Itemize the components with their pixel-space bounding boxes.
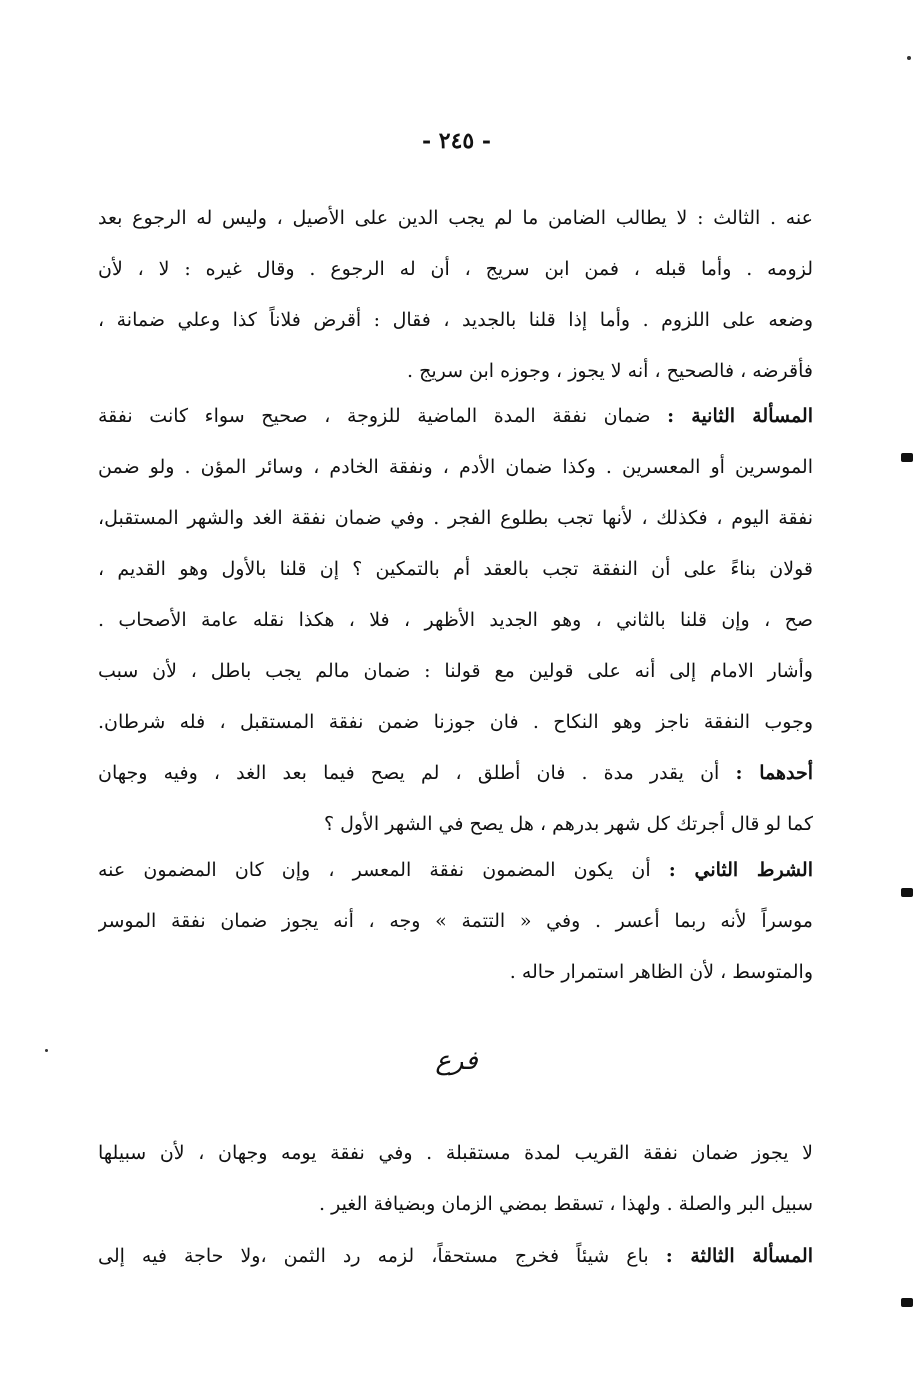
text-line: المسألة الثانية : ضمان نفقة المدة الماضية للزوجة ، صحيح سواء كانت نفقة (98, 405, 813, 427)
text-line: وجوب النفقة ناجز وهو النكاح . فان جوزنا ضمن نفقة المستقبل ، فله شرطان. (98, 711, 813, 733)
paragraph-guarantor-third (98, 193, 813, 397)
text-line: وأشار الامام إلى أنه على قولين مع قولنا : ضمان مالم يجب باطل ، لأن سبب (98, 660, 813, 682)
text-line: لزومه . وأما قبله ، فمن ابن سريج ، أن له الرجوع . وقال غيره : لا ، لأن (98, 258, 813, 280)
margin-mark (901, 1298, 913, 1307)
text-line: والمتوسط ، لأن الظاهر استمرار حاله . (509, 961, 813, 983)
paragraph-third-issue (98, 1231, 813, 1282)
page-number: - ٢٤٥ - (421, 128, 492, 154)
section-heading: فرع (435, 1046, 478, 1076)
paragraph-second-condition (98, 845, 813, 998)
text-line: صح ، وإن قلنا بالثاني ، وهو الجديد الأظهر ، فلا ، هكذا نقله عامة الأصحاب . (98, 609, 813, 631)
text-line: موسراً لأنه ربما أعسر . وفي « التتمة » وجه ، أنه يجوز ضمان نفقة الموسر (98, 910, 813, 932)
paragraph-second-issue (98, 391, 813, 850)
condition-label: أحدهما : (735, 762, 813, 784)
text-line: المسألة الثالثة : باع شيئاً فخرج مستحقاً، لزمه رد الثمن ،ولا حاجة فيه إلى (98, 1245, 813, 1267)
condition-label: الشرط الثاني : (668, 859, 813, 881)
issue-label: المسألة الثانية : (667, 405, 813, 427)
scan-speck (45, 1049, 48, 1052)
issue-label: المسألة الثالثة : (665, 1245, 813, 1267)
paragraph-relative-maintenance (98, 1128, 813, 1230)
text-line: أحدهما : أن يقدر مدة . فان أطلق ، لم يصح فيما بعد الغد ، وفيه وجهان (98, 762, 813, 784)
text-line: كما لو قال أجرتك كل شهر بدرهم ، هل يصح في الشهر الأول ؟ (323, 813, 813, 835)
text-line: وضعه على اللزوم . وأما إذا قلنا بالجديد ، فقال : أقرض فلاناً كذا وعلي ضمانة ، (98, 309, 813, 331)
margin-mark (901, 453, 913, 462)
text-line: فأقرضه ، فالصحيح ، أنه لا يجوز ، وجوزه ابن سريج . (406, 360, 813, 382)
margin-mark (901, 888, 913, 897)
text-line: قولان بناءً على أن النفقة تجب بالعقد أم بالتمكين ؟ إن قلنا بالأول وهو القديم ، (98, 558, 813, 580)
text-line: لا يجوز ضمان نفقة القريب لمدة مستقبلة . وفي نفقة يومه وجهان ، لأن سبيلها (98, 1142, 813, 1164)
text-line: سبيل البر والصلة . ولهذا ، تسقط بمضي الزمان وبضيافة الغير . (319, 1193, 813, 1215)
text-line: عنه . الثالث : لا يطالب الضامن ما لم يجب الدين على الأصيل ، وليس له الرجوع بعد (98, 207, 813, 229)
text-line: الشرط الثاني : أن يكون المضمون نفقة المعسر ، وإن كان المضمون عنه (98, 859, 813, 881)
text-line: الموسرين أو المعسرين . وكذا ضمان الأدم ، ونفقة الخادم ، وسائر المؤن . ولو ضمن (98, 456, 813, 478)
text-line: نفقة اليوم ، فكذلك ، لأنها تجب بطلوع الفجر . وفي ضمان نفقة الغد والشهر المستقبل، (98, 507, 813, 529)
scan-speck (907, 56, 911, 60)
